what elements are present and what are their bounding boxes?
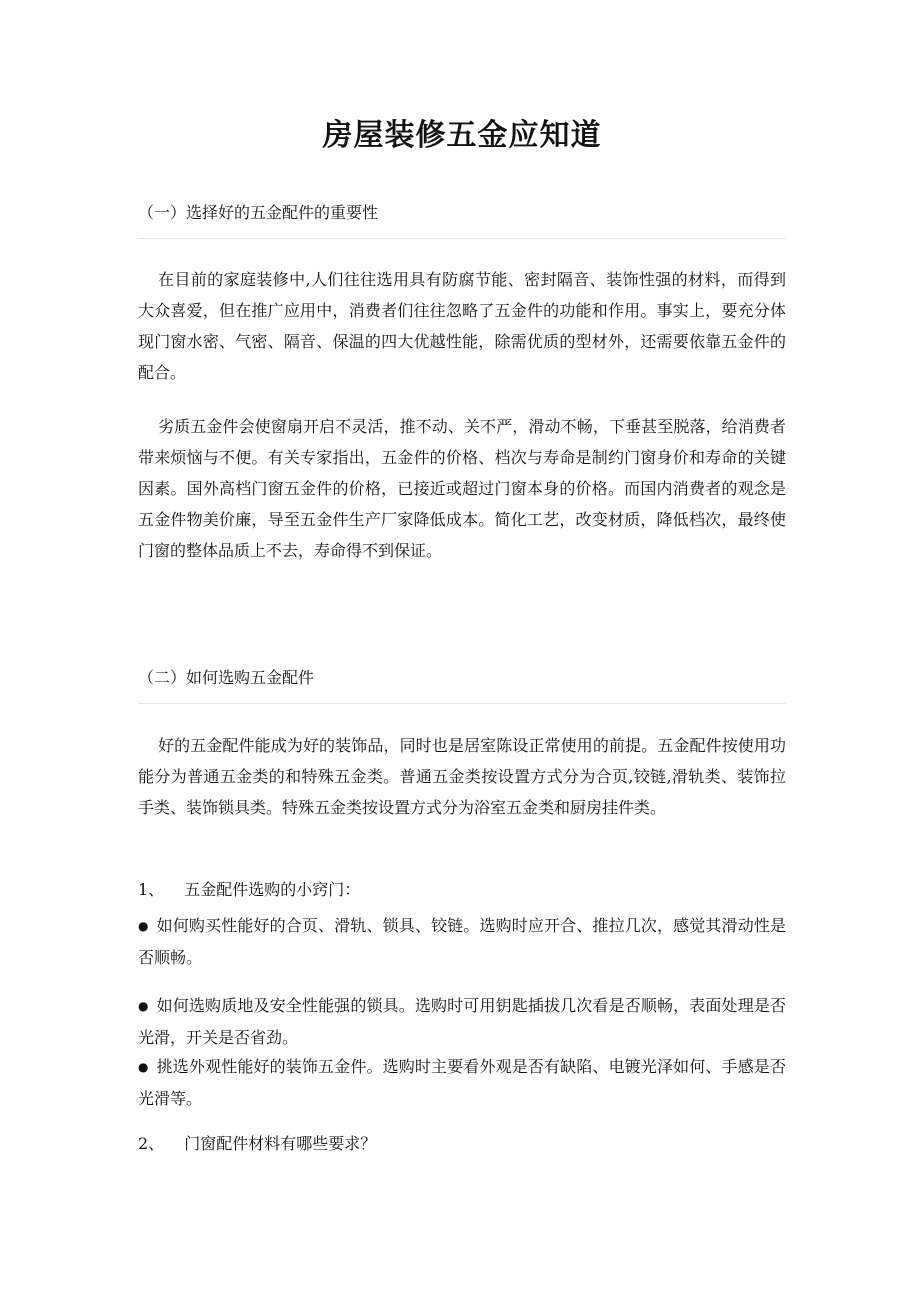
section-2-intro-paragraph: 好的五金配件能成为好的装饰品，同时也是居室陈设正常使用的前提。五金配件按使用功能分为普通五金类的和特殊五金类。普通五金类按设置方式分为合页,铰链,滑轨类、装饰拉手类、装饰锁具类。特殊五金类按设置方式分为浴室五金类和厨房挂件类。 — [138, 736, 786, 817]
bullet-1-dot: ● — [138, 919, 149, 933]
list-item-1-number: 1、 — [138, 880, 165, 899]
list-item-2-text: 门窗配件材料有哪些要求？ — [184, 1134, 377, 1153]
list-item-1-text: 五金配件选购的小窍门： — [184, 880, 361, 899]
document-title: 房屋装修五金应知道 — [322, 118, 602, 153]
section-2-heading: （二）如何选购五金配件 — [138, 668, 315, 687]
bullet-item-3 — [138, 1051, 786, 1114]
bullet-2-dot: ● — [138, 999, 149, 1013]
section-1-paragraph-1: 在目前的家庭装修中,人们往往选用具有防腐节能、密封隔音、装饰性强的材料，而得到大众喜爱，但在推广应用中，消费者们往往忽略了五金件的功能和作用。事实上，要充分体现门窗水密、气密、隔音、保温的四大优越性能，除需优质的型材外，还需要依靠五金件的配合。 — [138, 270, 786, 382]
bullet-2-text: 如何选购质地及安全性能强的锁具。选购时可用钥匙插拔几次看是否顺畅，表面处理是否光滑，开关是否省劲。 — [138, 996, 786, 1047]
bullet-3-dot: ● — [138, 1060, 149, 1074]
list-item-2-number: 2、 — [138, 1134, 165, 1153]
bullet-3-text: 挑选外观性能好的装饰五金件。选购时主要看外观是否有缺陷、电镀光泽如何、手感是否光滑等。 — [138, 1057, 786, 1108]
section-1-paragraph-2: 劣质五金件会使窗扇开启不灵活，推不动、关不严，滑动不畅，下垂甚至脱落，给消费者带来烦恼与不便。有关专家指出，五金件的价格、档次与寿命是制约门窗身价和寿命的关键因素。国外高档门窗五金件的价格，已接近或超过门窗本身的价格。而国内消费者的观念是五金件物美价廉，导至五金件生产厂家降低成本。简化工艺，改变材质，降低档次，最终使门窗的整体品质上不去，寿命得不到保证。 — [138, 417, 786, 560]
bullet-item-1 — [138, 910, 786, 973]
section-2-divider — [138, 703, 786, 704]
bullet-item-2 — [138, 990, 786, 1053]
list-item-1 — [138, 874, 786, 905]
section-1-divider — [138, 238, 786, 239]
bullet-1-text: 如何购买性能好的合页、滑轨、锁具、铰链。选购时应开合、推拉几次，感觉其滑动性是否顺畅。 — [138, 916, 786, 967]
section-1-heading: （一）选择好的五金配件的重要性 — [138, 203, 379, 222]
list-item-2 — [138, 1128, 786, 1159]
